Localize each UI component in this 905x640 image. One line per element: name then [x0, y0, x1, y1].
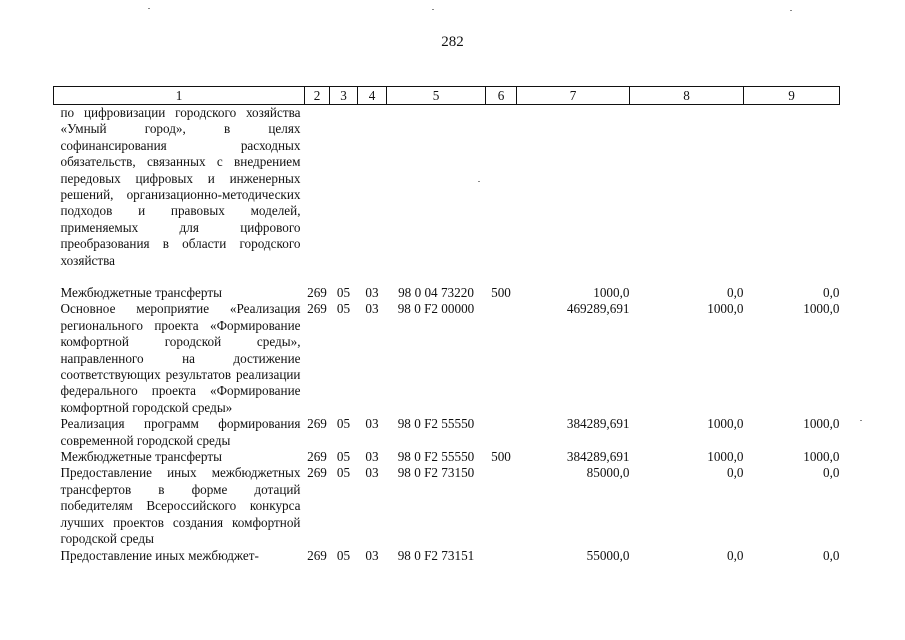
cell-amount-col7: 469289,691 — [566, 301, 630, 317]
column-header: 9 — [744, 87, 840, 105]
cell-ministry: 269 — [307, 285, 327, 300]
budget-table — [53, 86, 840, 564]
cell-subsection: 03 — [365, 465, 379, 481]
cell-ministry: 269 — [307, 465, 327, 481]
cell-amount-col9: 0,0 — [823, 465, 840, 481]
column-header: 6 — [486, 87, 517, 105]
cell-ministry — [305, 105, 330, 286]
cell-section: 05 — [336, 547, 351, 563]
table-row — [54, 301, 840, 416]
cell-target-article: 98 0 F2 73151 — [397, 547, 475, 563]
cell-amount-col8: 1000,0 — [707, 416, 744, 432]
cell-ministry: 269 — [307, 416, 327, 432]
cell-subsection: 03 — [365, 449, 379, 465]
cell-ministry: 269 — [307, 547, 327, 563]
column-number-row — [54, 87, 840, 105]
cell-section: 05 — [336, 449, 351, 465]
cell-amount-col9 — [744, 105, 840, 286]
column-header: 7 — [517, 87, 630, 105]
scan-speck — [790, 10, 792, 11]
cell-target-article: 98 0 F2 55550 — [397, 416, 475, 432]
cell-amount-col9: 1000,0 — [803, 449, 840, 465]
cell-expense-type — [486, 548, 517, 564]
cell-section: 05 — [336, 301, 351, 317]
row-description: Предоставление иных межбюджетных трансфертов в форме дотаций победителям Всероссийского конкурса лучших проектов создания комфортной городской среды — [60, 465, 301, 547]
row-description: Межбюджетные трансферты — [60, 449, 222, 465]
column-header: 5 — [387, 87, 486, 105]
scan-speck — [432, 9, 434, 10]
column-header: 4 — [358, 87, 387, 105]
scan-speck — [148, 8, 150, 9]
cell-amount-col7 — [517, 105, 630, 286]
table-row — [54, 105, 840, 286]
cell-amount-col8: 0,0 — [727, 547, 744, 563]
cell-expense-type: 500 — [491, 285, 511, 300]
page-number: 282 — [441, 34, 464, 50]
cell-subsection: 03 — [365, 547, 379, 563]
cell-target-article: 98 0 F2 55550 — [397, 449, 475, 465]
cell-amount-col8: 1000,0 — [707, 301, 744, 317]
cell-target-article: 98 0 04 73220 — [398, 285, 474, 300]
row-description: Основное мероприятие «Реализация регионального проекта «Формирование комфортной городской среды», направленного на достижение соответствующих результатов реализации федерального проекта «Формирование комфортной городской среды» — [60, 301, 301, 415]
row-description: по цифровизации городского хозяйства «Умный город», в целях софинансирования расходных обязательств, связанных с внедрением передовых цифровых и инженерных решений, организационно-методических подходов и правовых моделей, применяемых для цифрового преобразования в области городского хозяйства — [60, 105, 301, 268]
cell-subsection: 03 — [365, 285, 379, 300]
cell-amount-col7: 384289,691 — [566, 449, 630, 465]
cell-ministry: 269 — [307, 301, 327, 317]
cell-section — [330, 105, 358, 286]
scan-speck — [860, 420, 862, 421]
cell-section: 05 — [336, 465, 351, 481]
table-row — [54, 449, 840, 465]
cell-expense-type — [486, 105, 517, 286]
cell-amount-col8: 1000,0 — [707, 449, 744, 465]
cell-amount-col9: 1000,0 — [803, 301, 840, 317]
cell-subsection — [358, 105, 387, 286]
column-header: 1 — [54, 87, 305, 105]
cell-subsection: 03 — [365, 301, 379, 317]
cell-section: 05 — [336, 285, 351, 300]
cell-expense-type — [486, 465, 517, 547]
table-row — [54, 548, 840, 564]
cell-ministry: 269 — [307, 449, 327, 465]
row-description: Межбюджетные трансферты — [60, 285, 222, 300]
cell-subsection: 03 — [365, 416, 379, 432]
cell-target-article: 98 0 F2 73150 — [397, 465, 475, 481]
cell-section: 05 — [336, 416, 351, 432]
cell-amount-col7: 55000,0 — [586, 547, 630, 563]
cell-amount-col9: 0,0 — [823, 285, 840, 300]
cell-amount-col7: 1000,0 — [593, 285, 630, 300]
cell-expense-type — [486, 301, 517, 416]
row-description: Реализация программ формирования современной городской среды — [60, 416, 301, 448]
cell-amount-col7: 384289,691 — [566, 416, 630, 432]
table-row — [54, 416, 840, 449]
cell-target-article: 98 0 F2 00000 — [397, 301, 475, 317]
cell-amount-col9: 0,0 — [823, 547, 840, 563]
cell-amount-col9: 1000,0 — [803, 416, 840, 432]
cell-expense-type — [486, 416, 517, 449]
column-header: 8 — [630, 87, 744, 105]
cell-amount-col7: 85000,0 — [586, 465, 630, 481]
table-row — [54, 465, 840, 547]
cell-amount-col8: 0,0 — [727, 465, 744, 481]
scan-speck — [478, 181, 480, 182]
cell-target-article — [387, 105, 486, 286]
cell-amount-col8: 0,0 — [727, 285, 744, 300]
cell-expense-type: 500 — [491, 449, 511, 465]
column-header: 2 — [305, 87, 330, 105]
row-description: Предоставление иных межбюджет- — [60, 547, 259, 563]
table-row — [54, 285, 840, 301]
column-header: 3 — [330, 87, 358, 105]
cell-amount-col8 — [630, 105, 744, 286]
